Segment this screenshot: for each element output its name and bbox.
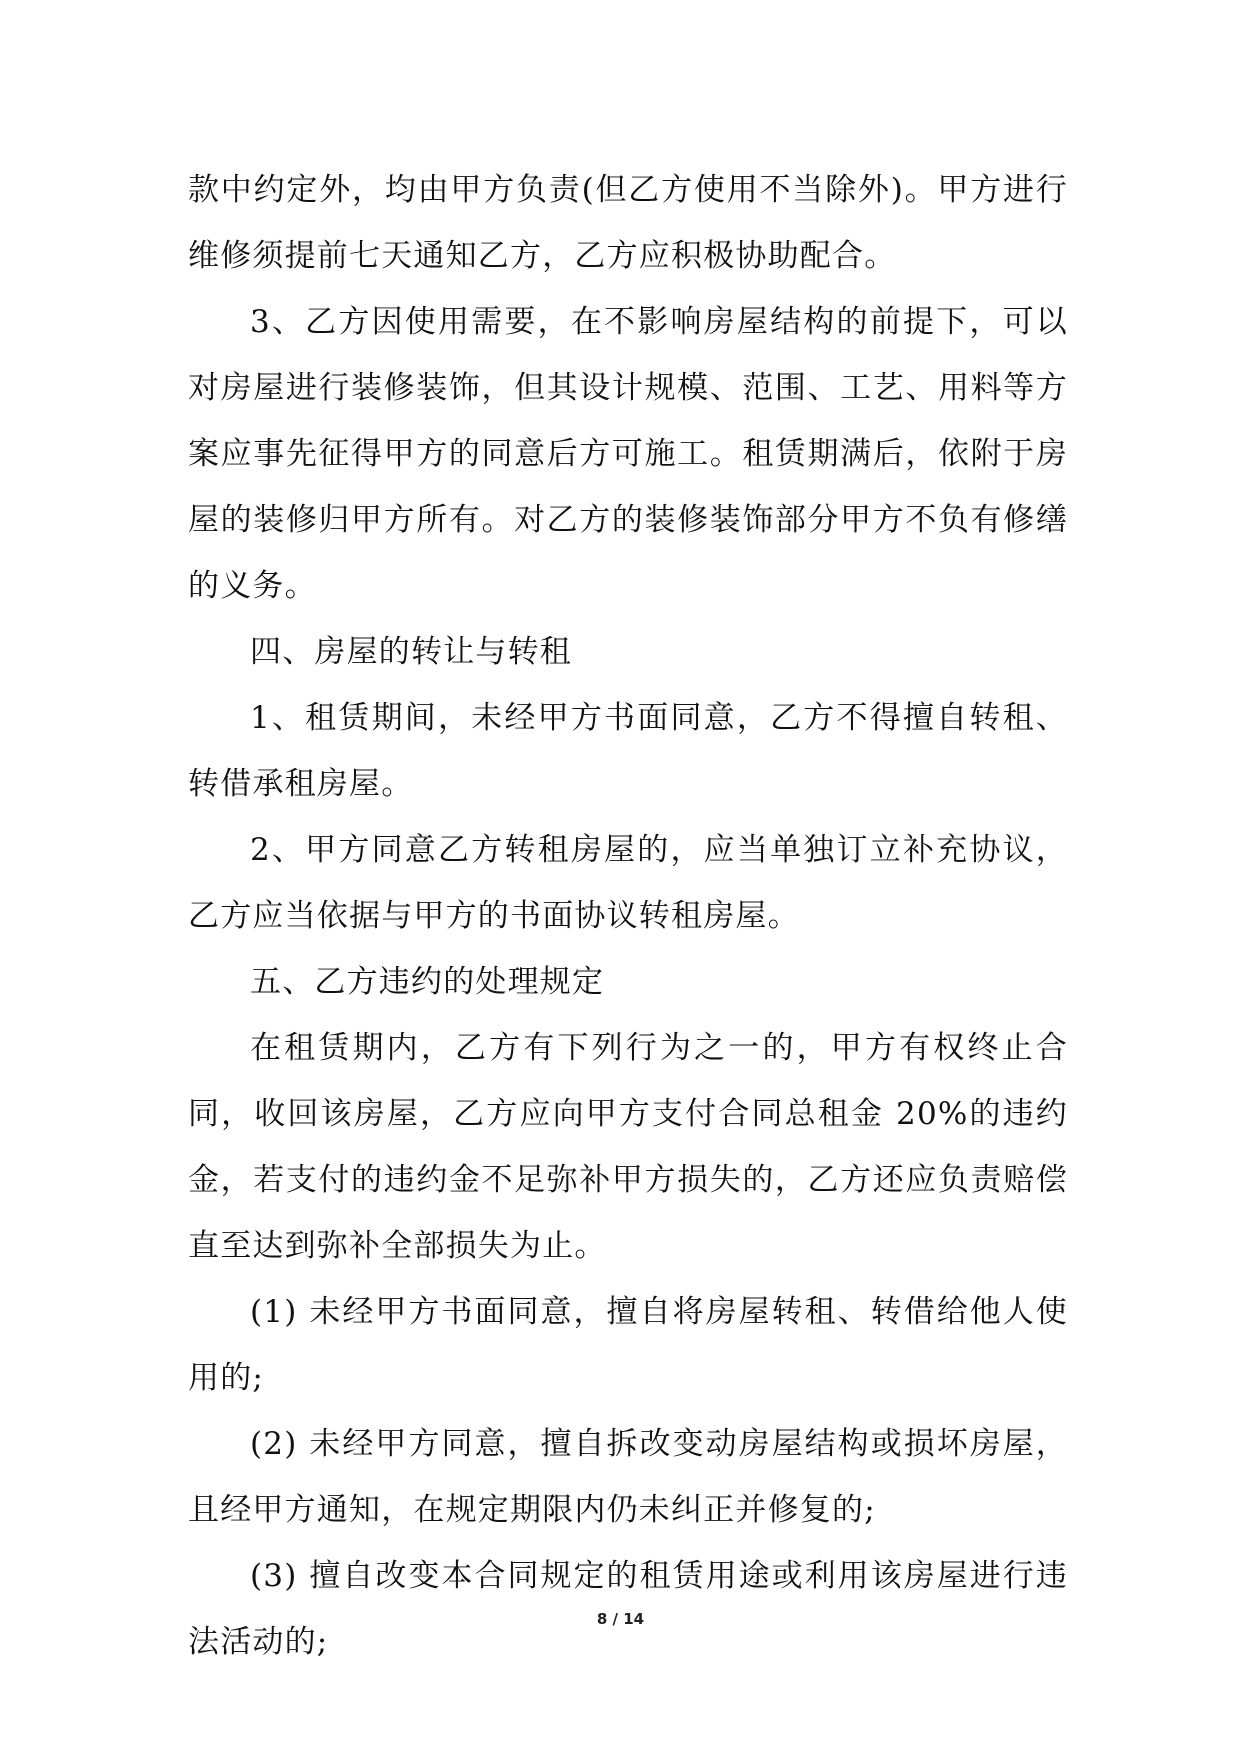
page-number: 8 / 14 xyxy=(596,1610,645,1628)
list-item-breach-3: (3) 擅自改变本合同规定的租赁用途或利用该房屋进行违法活动的; xyxy=(188,1558,1068,1660)
list-item-breach-1: (1) 未经甲方书面同意，擅自将房屋转租、转借给他人使用的; xyxy=(188,1294,1068,1396)
paragraph-clause-3: 3、乙方因使用需要，在不影响房屋结构的前提下，可以对房屋进行装修装饰，但其设计规模、范围、工艺、用料等方案应事先征得甲方的同意后方可施工。租赁期满后，依附于房屋的装修归甲方所有。对乙方的装修装饰部分甲方不负有修缮的义务。 xyxy=(188,304,1068,604)
section-heading-transfer: 四、房屋的转让与转租 xyxy=(250,634,572,670)
document-body xyxy=(188,157,1068,1675)
section-heading-breach: 五、乙方违约的处理规定 xyxy=(250,964,605,1000)
paragraph-clause-1: 1、租赁期间，未经甲方书面同意，乙方不得擅自转租、转借承租房屋。 xyxy=(188,700,1068,802)
list-item-breach-2: (2) 未经甲方同意，擅自拆改变动房屋结构或损坏房屋，且经甲方通知，在规定期限内仍未纠正并修复的; xyxy=(188,1426,1068,1528)
paragraph-clause-2: 2、甲方同意乙方转租房屋的，应当单独订立补充协议，乙方应当依据与甲方的书面协议转租房屋。 xyxy=(188,832,1068,934)
paragraph-breach-intro: 在租赁期内，乙方有下列行为之一的，甲方有权终止合同，收回该房屋，乙方应向甲方支付合同总租金 20%的违约金，若支付的违约金不足弥补甲方损失的，乙方还应负责赔偿直至达到弥补全部损失为止。 xyxy=(188,1030,1068,1264)
paragraph-continued: 款中约定外，均由甲方负责(但乙方使用不当除外)。甲方进行维修须提前七天通知乙方，乙方应积极协助配合。 xyxy=(188,172,1068,274)
